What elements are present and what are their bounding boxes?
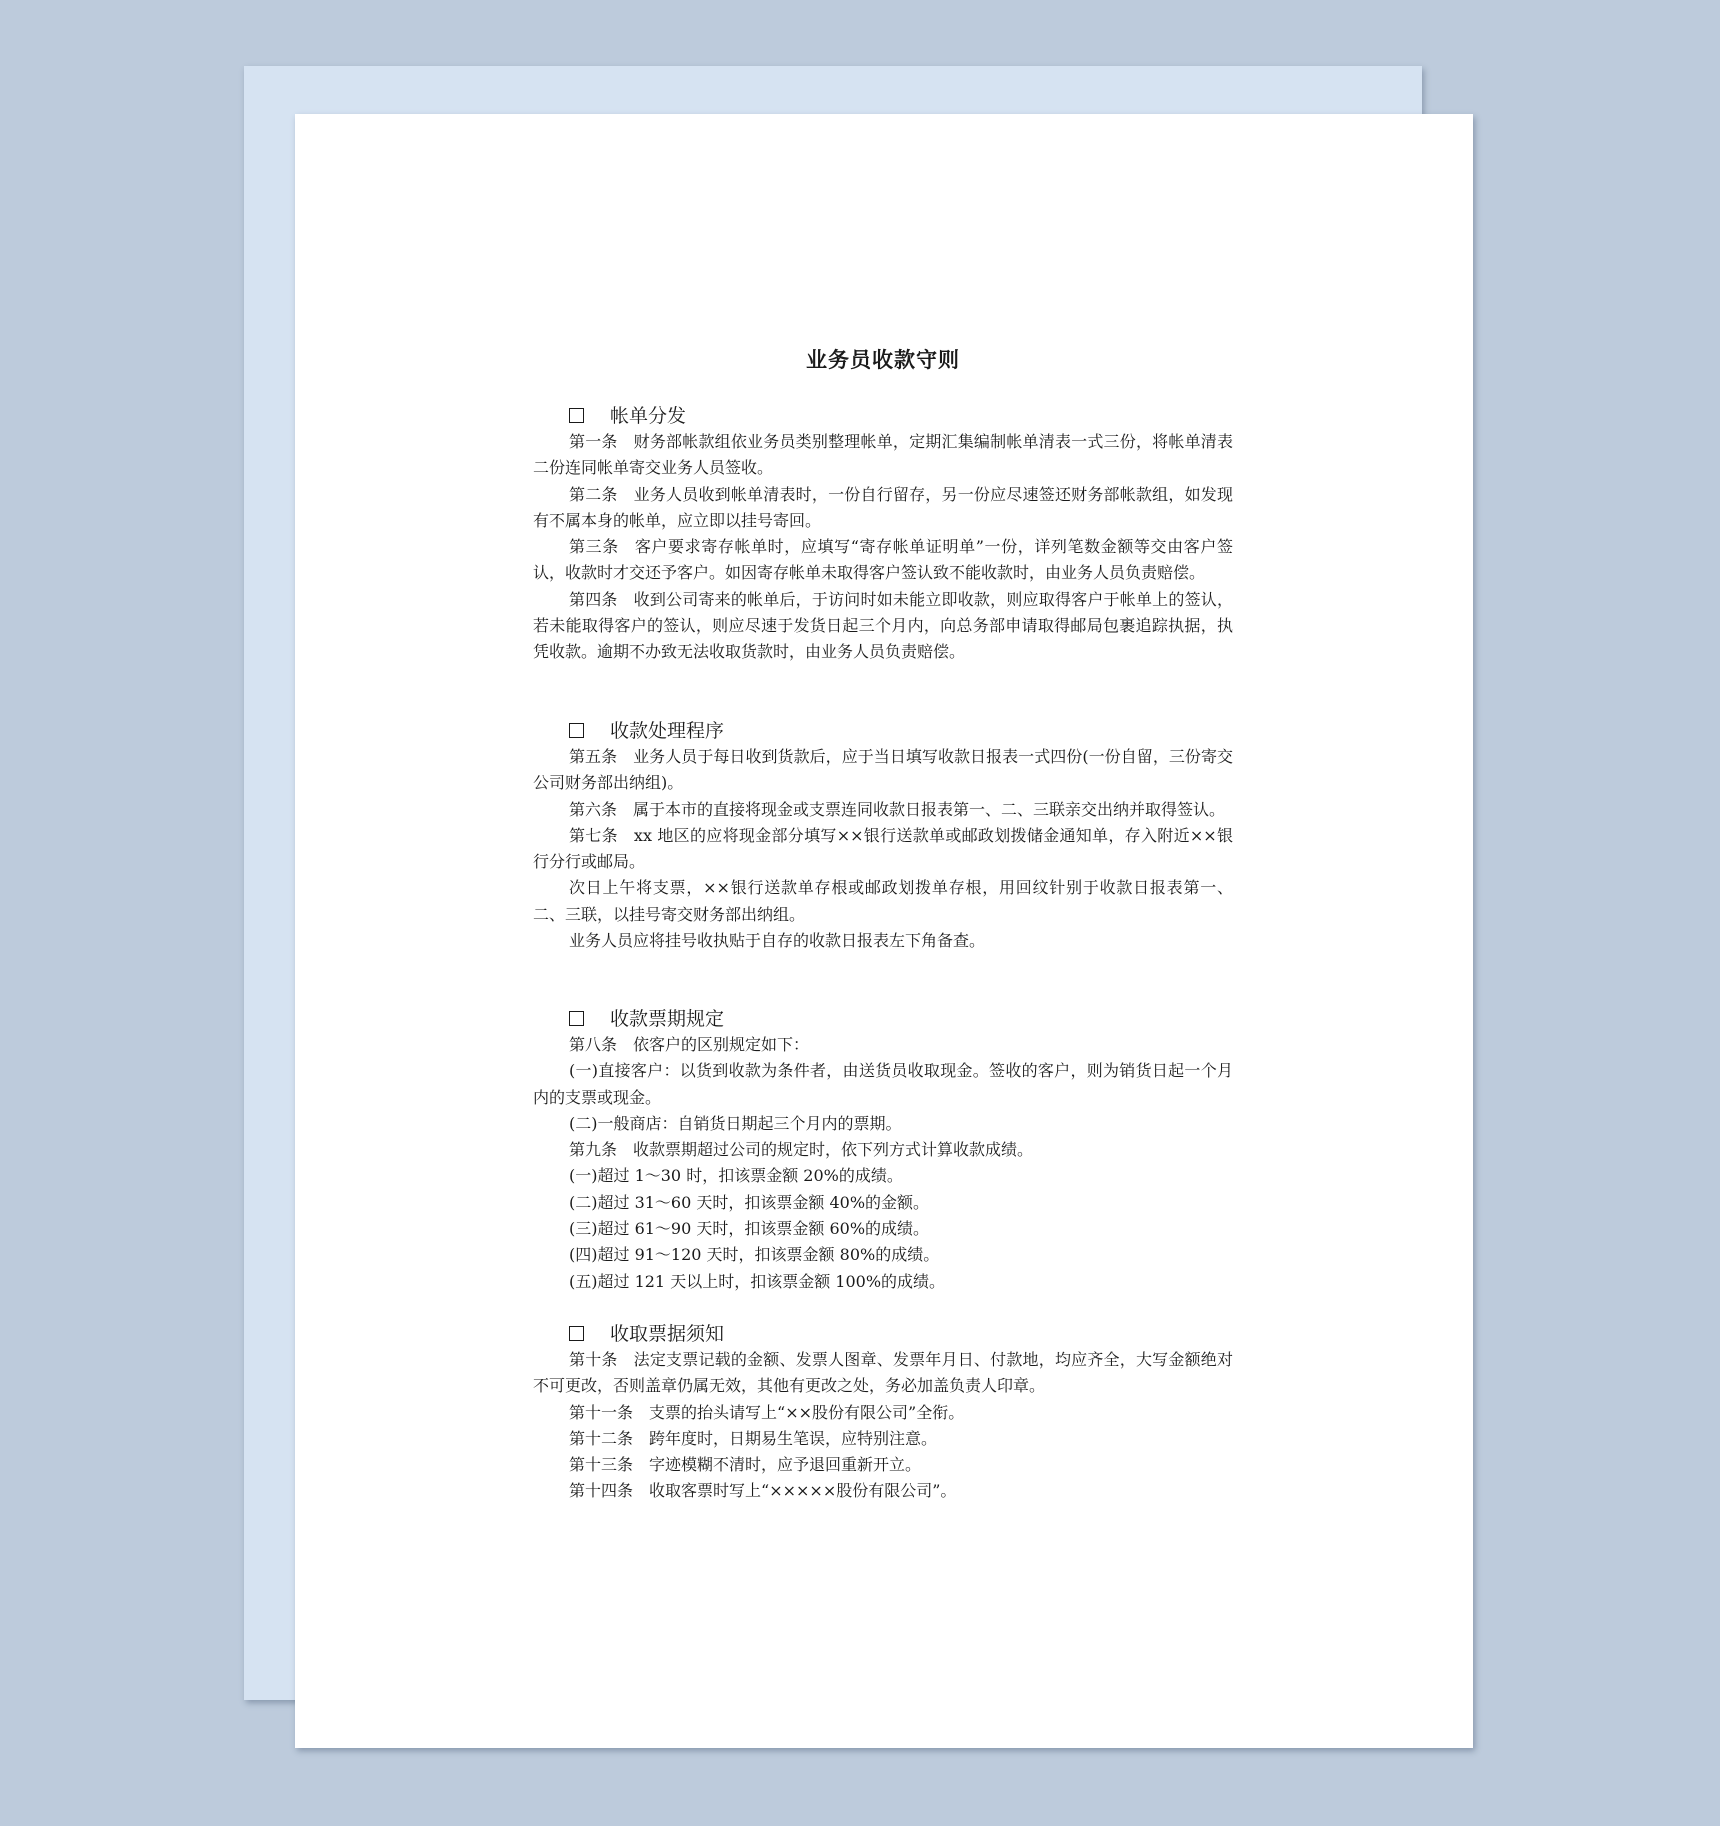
section-body-payment-terms: [533, 1032, 1233, 1295]
section-heading-billing: 帐单分发: [569, 401, 686, 428]
article-paragraph: 第六条 属于本市的直接将现金或支票连同收款日报表第一、二、三联亲交出纳并取得签认。: [569, 799, 1226, 819]
section-body-collection-process: [533, 744, 1233, 954]
section-body-note-receiving: [533, 1347, 1233, 1505]
article-paragraph: 第五条 业务人员于每日收到货款后，应于当日填写收款日报表一式四份(一份自留，三份寄交公司财务部出纳组)。: [533, 747, 1233, 793]
article-paragraph: 第十二条 跨年度时，日期易生笔误，应特别注意。: [569, 1428, 938, 1448]
article-paragraph: 第七条 xx 地区的应将现金部分填写××银行送款单或邮政划拨储金通知单，存入附近××银行分行或邮局。: [533, 825, 1233, 872]
article-paragraph: 业务人员应将挂号收执贴于自存的收款日报表左下角备查。: [569, 931, 986, 951]
article-paragraph: 第九条 收款票期超过公司的规定时，依下列方式计算收款成绩。: [569, 1140, 1034, 1160]
article-paragraph: 第十条 法定支票记载的金额、发票人图章、发票年月日、付款地，均应齐全，大写金额绝对不可更改，否则盖章仍属无效，其他有更改之处，务必加盖负责人印章。: [533, 1350, 1233, 1396]
article-paragraph: 第一条 财务部帐款组依业务员类别整理帐单，定期汇集编制帐单清表一式三份，将帐单清表二份连同帐单寄交业务人员签收。: [533, 432, 1233, 478]
article-paragraph: (三)超过 61～90 天时，扣该票金额 60%的成绩。: [569, 1219, 930, 1239]
checkbox-icon: [569, 1011, 584, 1026]
article-paragraph: (一)直接客户：以货到收款为条件者，由送货员收取现金。签收的客户，则为销货日起一个月内的支票或现金。: [533, 1061, 1233, 1107]
checkbox-icon: [569, 408, 584, 423]
article-paragraph: (二)超过 31～60 天时，扣该票金额 40%的金额。: [569, 1192, 930, 1212]
article-paragraph: 第四条 收到公司寄来的帐单后，于访问时如未能立即收款，则应取得客户于帐单上的签认，若未能取得客户的签认，则应尽速于发货日起三个月内，向总务部申请取得邮局包裹追踪执据，执凭收款。逾期不办致无法收取货款时，由业务人员负责赔偿。: [533, 589, 1233, 662]
document-title: 业务员收款守则: [806, 347, 960, 372]
article-paragraph: (五)超过 121 天以上时，扣该票金额 100%的成绩。: [569, 1271, 946, 1291]
article-paragraph: 第十三条 字迹模糊不清时，应予退回重新开立。: [569, 1455, 922, 1475]
document-page: [295, 114, 1473, 1748]
article-paragraph: 第十四条 收取客票时写上“×××××股份有限公司”。: [569, 1481, 957, 1501]
article-paragraph: (一)超过 1～30 时，扣该票金额 20%的成绩。: [569, 1166, 903, 1186]
section-heading-note-receiving: 收取票据须知: [569, 1319, 724, 1346]
section-body-billing: [533, 429, 1233, 666]
article-paragraph: 第二条 业务人员收到帐单清表时，一份自行留存，另一份应尽速签还财务部帐款组，如发现有不属本身的帐单，应立即以挂号寄回。: [533, 484, 1233, 530]
section-heading-collection-process: 收款处理程序: [569, 716, 724, 743]
checkbox-icon: [569, 723, 584, 738]
section-heading-payment-terms: 收款票期规定: [569, 1004, 724, 1031]
article-paragraph: 第三条 客户要求寄存帐单时，应填写“寄存帐单证明单”一份，详列笔数金额等交由客户签认，收款时才交还予客户。如因寄存帐单未取得客户签认致不能收款时，由业务人员负责赔偿。: [533, 537, 1233, 583]
checkbox-icon: [569, 1326, 584, 1341]
article-paragraph: (二)一般商店：自销货日期起三个月内的票期。: [569, 1113, 902, 1133]
article-paragraph: (四)超过 91～120 天时，扣该票金额 80%的成绩。: [569, 1245, 940, 1265]
article-paragraph: 第八条 依客户的区别规定如下：: [569, 1035, 810, 1054]
article-paragraph: 第十一条 支票的抬头请写上“××股份有限公司”全衔。: [569, 1402, 965, 1422]
article-paragraph: 次日上午将支票，××银行送款单存根或邮政划拨单存根，用回纹针别于收款日报表第一、二、三联，以挂号寄交财务部出纳组。: [533, 878, 1233, 924]
